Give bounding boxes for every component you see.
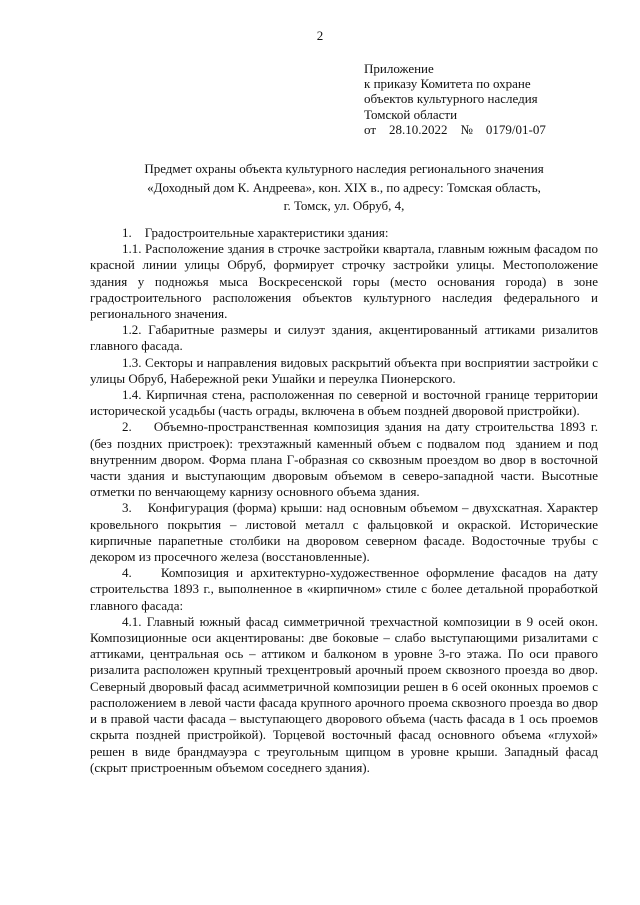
paragraph-2: 2. Объемно-пространственная композиция здания на дату строительства 1893 г. (без поздних пристроек): трехэтажный каменный объем с подвалом под зданием и под внутренним двором. Форма плана Г-образная со сквозным проездом во двор в восточной части здания и выступающим дворовым объемом в северо-западной части. Высотные отметки по венчающему карнизу основного объема здания.	[90, 419, 602, 500]
appendix-order-line: от 28.10.2022 № 0179/01-07	[364, 121, 546, 137]
document-body	[90, 225, 602, 776]
appendix-block	[364, 61, 604, 137]
paragraph-4-1: 4.1. Главный южный фасад симметричной трехчастной композиции в 9 осей окон. Композиционные оси акцентированы: две боковые – слабо выступающими ризалитами с аттиками, центральная ось – аттиком и балконом в уровне 3-го этажа. По оси правого ризалита расположен крупный трехцентровый арочный проем сквозного проезда во двор. Северный дворовый фасад асимметричной композиции решен в 6 осей оконных проемов с расположением в левой части фасада крупного арочного проема сквозного проезда во двор и в правой части фасада – выступающего дворового объема (часть фасада в 1 ось проемов скрыта поздней пристройкой). Торцевой восточный фасад основного объема «глухой» решен в виде брандмауэра с треугольным щипцом в уровне крыши. Западный фасад (скрыт пристроенным объемом соседнего здания).	[90, 613, 598, 775]
paragraph-1: 1. Градостроительные характеристики здания:	[122, 225, 389, 240]
appendix-line: Томской области	[364, 106, 458, 122]
paragraph-1-4: 1.4. Кирпичная стена, расположенная по северной и восточной границе территории исторической усадьбы (часть ограды, включена в объем поздней дворовой пристройки).	[90, 387, 598, 419]
appendix-line: объектов культурного наследия	[364, 91, 538, 107]
paragraph-3: 3. Конфигурация (форма) крыши: над основным объемом – двухскатная. Характер кровельного покрытия – листовой металл с фальцовкой и окраской. Исторические кирпичные парапетные столбики на дворовом северном фасаде. Водосточные трубы с декором из просечного железа (восстановленные).	[90, 500, 602, 565]
title-line: «Доходный дом К. Андреева», кон. XIX в., по адресу: Томская область,	[147, 179, 541, 195]
paragraph-1-1: 1.1. Расположение здания в строчке застройки квартала, главным южным фасадом по красной линии улицы Обруб, формирует строчку застройки улицы. Местоположение здания у подножья мыса Воскресенской горы (место основания города) в зоне градостроительного расположения объектов культурного наследия федерального и регионального значения.	[90, 241, 598, 322]
appendix-line: к приказу Комитета по охране	[364, 76, 531, 92]
page-number: 2	[316, 28, 324, 43]
title-line: г. Томск, ул. Обруб, 4,	[283, 198, 405, 213]
title-line: Предмет охраны объекта культурного наследия регионального значения	[144, 161, 544, 176]
appendix-line: Приложение	[364, 61, 434, 76]
paragraph-1-3: 1.3. Секторы и направления видовых раскрытий объекта при восприятии застройки с улицы Обруб, Набережной реки Ушайки и переулка Пионерского.	[90, 354, 598, 386]
paragraph-1-2: 1.2. Габаритные размеры и силуэт здания, акцентированный аттиками ризалитов главного фасада.	[90, 322, 598, 354]
paragraph-4: 4. Композиция и архитектурно-художественное оформление фасадов на дату строительства 1893 г., выполненное в «кирпичном» стиле с более детальной проработкой главного фасада:	[90, 565, 602, 613]
document-title	[88, 160, 600, 216]
